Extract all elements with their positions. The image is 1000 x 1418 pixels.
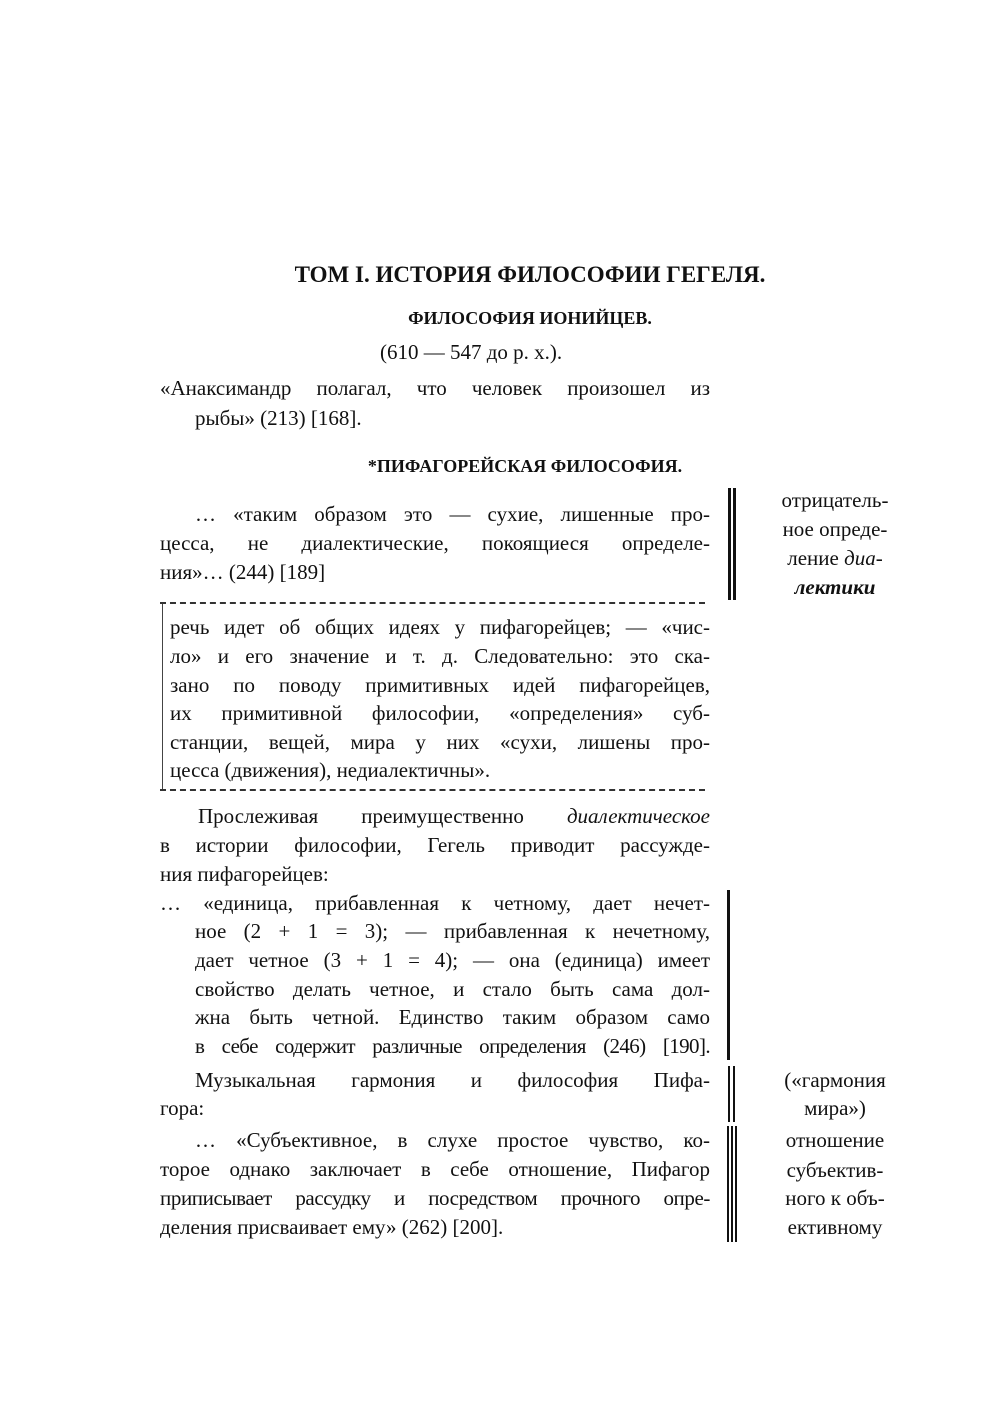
margin-triple-bar	[731, 1126, 733, 1242]
margin-note: («гармония	[784, 1068, 886, 1092]
margin-note: ное опреде-	[782, 517, 888, 541]
margin-note: лектики	[794, 575, 876, 599]
margin-note: отношение	[785, 1128, 885, 1152]
boxed-line: станции, вещей, мира у них «сухи, лишены про-	[170, 730, 710, 754]
margin-note: мира»)	[804, 1096, 866, 1120]
section-heading-pythagorean: *ПИФАГОРЕЙСКАЯ ФИЛОСОФИЯ.	[367, 456, 683, 476]
margin-note: ного к объ-	[785, 1186, 885, 1210]
boxed-line: их примитивной философии, «определения» суб-	[170, 701, 710, 725]
dates: (610 — 547 до р. х.).	[380, 340, 563, 364]
margin-note: отрицатель-	[781, 488, 889, 512]
margin-note	[765, 544, 905, 572]
quote-line: … «Субъективное, в слухе простое чувство, ко-	[195, 1128, 710, 1152]
box-left-rule	[162, 604, 163, 790]
margin-note-italic: диа-	[844, 546, 883, 570]
quote-line: свойство делать четное, и стало быть сама дол-	[195, 977, 710, 1001]
box-top-rule	[160, 602, 705, 604]
margin-triple-bar	[727, 1126, 729, 1242]
margin-double-bar	[728, 488, 731, 600]
quote-line: торое однако заключает в себе отношение, Пифагор	[160, 1157, 710, 1181]
quote-line: … «таким образом это — сухие, лишенные про-	[195, 502, 710, 526]
quote-line: … «единица, прибавленная к четному, дает нечет-	[160, 891, 710, 915]
quote-line: дает четное (3 + 1 = 4); — она (единица) имеет	[195, 948, 710, 972]
boxed-line: речь идет об общих идеях у пифагорейцев; — «чис-	[170, 615, 710, 639]
text-line: «Анаксимандр полагал, что человек произошел из	[160, 376, 710, 400]
paragraph-line: ния пифагорейцев:	[160, 862, 329, 886]
boxed-line: ло» и его значение и т. д. Следовательно: это ска-	[170, 644, 710, 668]
margin-double-bar	[733, 1066, 735, 1122]
margin-triple-bar	[735, 1126, 737, 1242]
quote-line: приписывает рассудку и посредством прочного опре-	[160, 1186, 710, 1210]
margin-bar	[727, 890, 730, 1060]
section-heading-ionians: ФИЛОСОФИЯ ИОНИЙЦЕВ.	[408, 308, 652, 328]
margin-double-bar	[728, 1066, 730, 1122]
quote-line: в себе содержит различные определения (246) [190].	[195, 1034, 710, 1058]
volume-title: ТОМ I. ИСТОРИЯ ФИЛОСОФИИ ГЕГЕЛЯ.	[294, 262, 766, 287]
quote-line: ное (2 + 1 = 3); — прибавленная к нечетному,	[195, 919, 710, 943]
paragraph-line: Музыкальная гармония и философия Пифа-	[195, 1068, 710, 1092]
quote-line: цесса, не диалектические, покоящиеся определе-	[160, 531, 710, 555]
paragraph-line	[198, 802, 710, 830]
paragraph-text: Прослеживая преимущественно	[198, 804, 524, 828]
quote-line: деления присваивает ему» (262) [200].	[160, 1215, 504, 1239]
margin-note: ективному	[787, 1215, 883, 1239]
margin-note-text: ление	[787, 546, 839, 570]
emphasis-dialectical: диалектическое	[566, 804, 710, 828]
paragraph-line: гора:	[160, 1096, 205, 1120]
margin-note: субъектив-	[786, 1158, 884, 1182]
text-line: рыбы» (213) [168].	[195, 406, 362, 430]
paragraph-line: в истории философии, Гегель приводит рассужде-	[160, 833, 710, 857]
quote-line: жна быть четной. Единство таким образом само	[195, 1005, 710, 1029]
box-bottom-rule	[160, 789, 705, 791]
boxed-line: цесса (движения), недиалектичны».	[170, 758, 491, 782]
quote-line: ния»… (244) [189]	[160, 560, 326, 584]
boxed-line: зано по поводу примитивных идей пифагорейцев,	[170, 673, 710, 697]
margin-double-bar	[733, 488, 736, 600]
